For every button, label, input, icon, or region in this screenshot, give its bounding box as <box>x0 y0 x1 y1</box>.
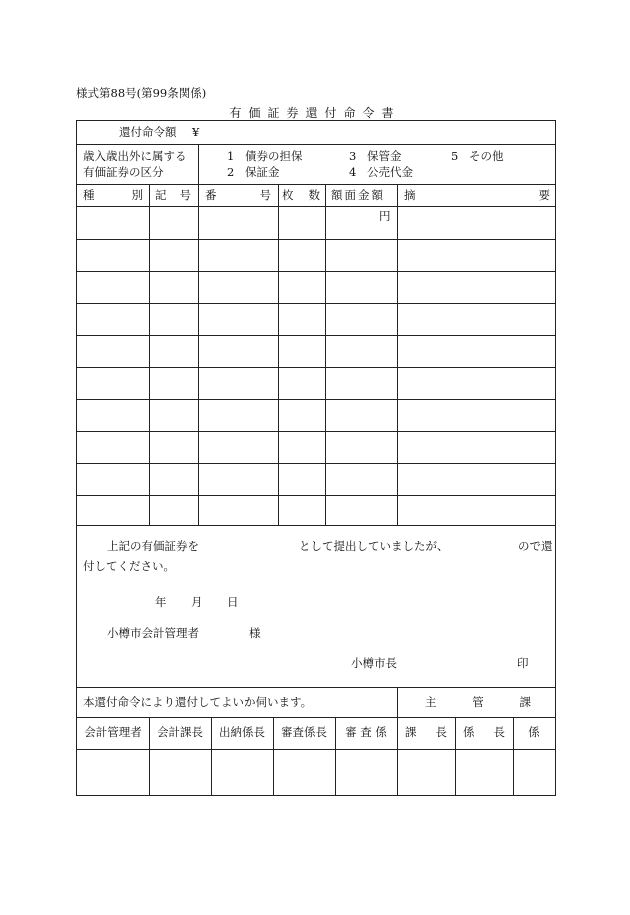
date-year: 年 <box>155 595 167 609</box>
option-3-text: 保管金 <box>367 149 402 163</box>
role-section-chief <box>405 727 447 739</box>
statement-part3: ので還 <box>518 539 553 553</box>
role-accounting-chief: 会計課長 <box>157 725 203 739</box>
role-section-chief-a: 課 <box>405 725 417 739</box>
header-remarks <box>404 190 550 202</box>
divider <box>149 184 150 525</box>
divider <box>397 717 398 795</box>
department-c: 課 <box>519 695 531 709</box>
divider <box>397 184 398 525</box>
header-number-a: 番 <box>205 188 217 202</box>
header-code <box>155 190 191 202</box>
role-staff: 係 <box>528 725 540 739</box>
document-title: 有価証券還付命令書 <box>229 106 401 120</box>
role-unit-chief-b: 長 <box>493 725 505 739</box>
header-count-b: 数 <box>308 188 320 202</box>
divider <box>278 184 279 525</box>
category-label-line1: 歳入歳出外に属する <box>83 149 187 163</box>
option-5-number: 5 <box>451 149 459 163</box>
option-1-text: 債券の担保 <box>245 149 303 163</box>
role-auditor: 審 査 係 <box>345 725 387 739</box>
role-section-chief-b: 長 <box>435 725 447 739</box>
header-number-b: 号 <box>259 188 271 202</box>
department-label <box>425 697 531 709</box>
honorific: 様 <box>249 626 261 640</box>
header-number <box>205 190 271 202</box>
divider <box>198 184 199 525</box>
header-count <box>282 190 320 202</box>
divider <box>325 184 326 525</box>
divider <box>77 144 555 145</box>
header-count-a: 枚 <box>282 188 294 202</box>
department-a: 主 <box>425 695 437 709</box>
role-cashier-chief: 出納係長 <box>219 725 265 739</box>
issuer: 小樽市長 <box>351 656 397 670</box>
divider <box>397 687 398 717</box>
divider <box>198 144 199 184</box>
approval-request: 本還付命令により還付してよいか伺います。 <box>83 695 313 709</box>
form-number: 様式第88号(第99条関係) <box>76 86 207 100</box>
role-accounting-manager: 会計管理者 <box>84 725 142 739</box>
role-unit-chief <box>463 727 505 739</box>
role-unit-chief-a: 係 <box>463 725 475 739</box>
option-5-text: その他 <box>469 149 504 163</box>
option-2-number: 2 <box>227 165 235 179</box>
header-type <box>83 190 143 202</box>
option-4-text: 公売代金 <box>367 165 413 179</box>
yen-unit: 円 <box>379 209 391 223</box>
header-type-a: 種 <box>83 188 95 202</box>
currency-symbol: ¥ <box>192 125 200 139</box>
header-remarks-b: 要 <box>538 188 550 202</box>
divider <box>77 525 555 526</box>
option-1-number: 1 <box>227 149 235 163</box>
addressee: 小樽市会計管理者 <box>107 626 199 640</box>
divider <box>77 687 555 688</box>
order-form <box>76 120 556 796</box>
header-remarks-a: 摘 <box>404 188 416 202</box>
statement-part2: として提出していましたが、 <box>299 539 449 553</box>
date-day: 日 <box>227 595 239 609</box>
statement-line2: 付してください。 <box>83 559 175 573</box>
header-code-b: 号 <box>179 188 191 202</box>
department-b: 管 <box>472 695 484 709</box>
date-month: 月 <box>191 595 203 609</box>
category-label-line2: 有価証券の区分 <box>83 165 164 179</box>
header-code-a: 記 <box>155 188 167 202</box>
option-2-text: 保証金 <box>245 165 280 179</box>
option-4-number: 4 <box>349 165 357 179</box>
header-face-value: 額面金額 <box>331 188 385 202</box>
role-audit-chief: 審査係長 <box>281 725 327 739</box>
option-3-number: 3 <box>349 149 357 163</box>
header-type-b: 別 <box>131 188 143 202</box>
divider <box>455 717 456 795</box>
seal-mark: 印 <box>517 656 529 670</box>
amount-label: 還付命令額 <box>119 125 177 139</box>
statement-part1: 上記の有価証券を <box>107 539 199 553</box>
